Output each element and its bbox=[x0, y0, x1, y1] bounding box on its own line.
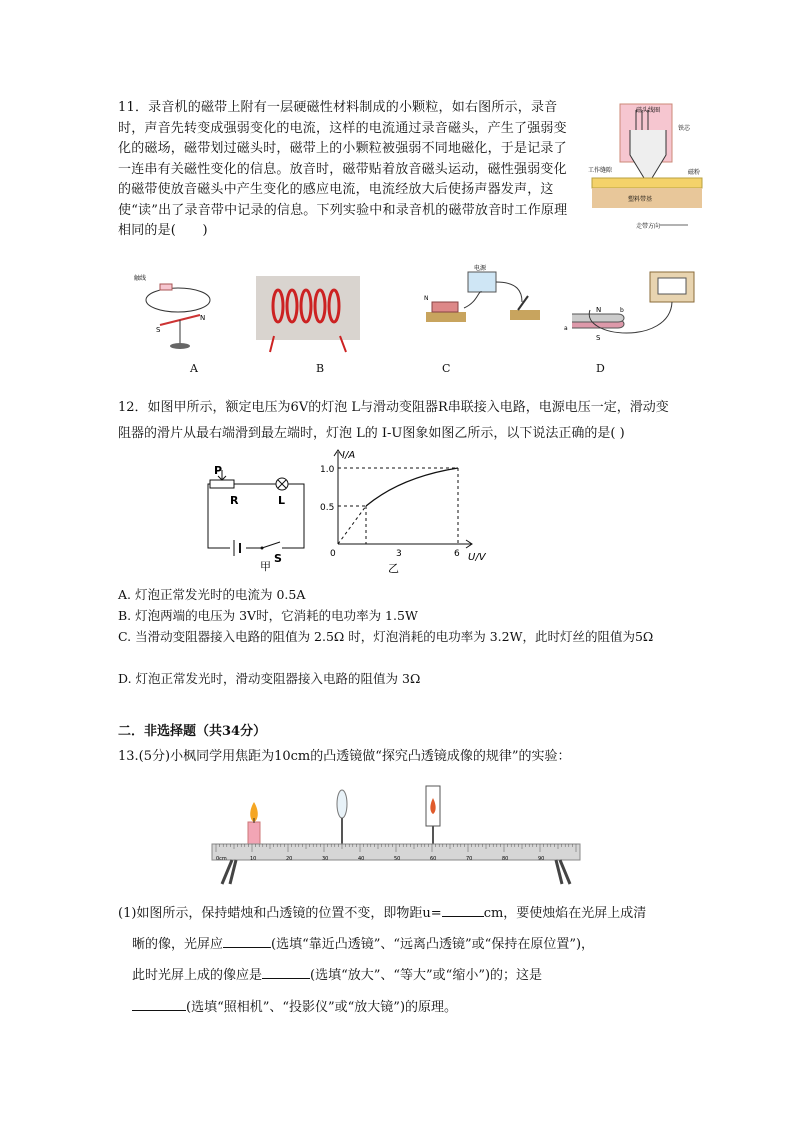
graph-caption: 乙 bbox=[388, 562, 399, 575]
option-c-figure bbox=[418, 262, 548, 337]
graph-x3: 3 bbox=[396, 549, 402, 559]
circuit-diagram bbox=[200, 462, 310, 574]
iu-graph bbox=[320, 448, 495, 578]
graph-y05: 0.5 bbox=[320, 503, 335, 513]
graph-x6: 6 bbox=[454, 549, 460, 559]
fig-d-n: N bbox=[596, 306, 602, 314]
blank-object-distance[interactable] bbox=[442, 902, 484, 917]
option-label-b: B bbox=[316, 362, 325, 375]
fig-label-powder: 磁粉 bbox=[688, 169, 701, 176]
circuit-r: R bbox=[230, 494, 239, 507]
blank-application[interactable] bbox=[132, 996, 186, 1011]
q12-option-d: D. 灯泡正常发光时，滑动变阻器接入电路的阻值为 3Ω bbox=[118, 671, 421, 686]
q13-line-4 bbox=[132, 996, 457, 1019]
fig-label-coil: 磁头线圈 bbox=[636, 107, 661, 114]
option-label-a: A bbox=[190, 362, 198, 375]
option-label-d: D bbox=[596, 362, 605, 375]
q13-line-3-b: (选填“放大”、“等大”或“缩小”)的；这是 bbox=[310, 968, 543, 983]
q13-line-2 bbox=[132, 933, 594, 956]
bench-tick-70: 70 bbox=[466, 856, 473, 862]
fig-c-power: 电源 bbox=[474, 265, 487, 272]
graph-xlabel: U/V bbox=[468, 552, 486, 563]
bench-tick-40: 40 bbox=[358, 856, 365, 862]
q12-option-b: B. 灯泡两端的电压为 3V时，它消耗的电功率为 1.5W bbox=[118, 608, 418, 623]
q13-line-1 bbox=[118, 902, 646, 925]
graph-y1: 1.0 bbox=[320, 465, 335, 475]
bench-tick-30: 30 bbox=[322, 856, 329, 862]
fig-a-wire: 触线 bbox=[134, 275, 147, 282]
fig-d-a: a bbox=[564, 325, 568, 332]
bench-tick-20: 20 bbox=[286, 856, 293, 862]
graph-ylabel: I/A bbox=[342, 450, 356, 461]
q13-line-3-a: 此时光屏上成的像应是 bbox=[132, 968, 263, 983]
fig-d-b: b bbox=[620, 307, 624, 314]
q13-line-2-a: 晰的像，光屏应 bbox=[132, 937, 224, 952]
question-11-text: 11．录音机的磁带上附有一层硬磁性材料制成的小颗粒，如右图所示，录音时，声音先转变成强弱变化的电流，这样的电流通过录音磁头，产生了强弱变化的磁场，磁带划过磁头时，磁带上的小颗粒被强弱不同地磁化，于是记录了一连串有关磁性变化的信息。放音时，磁带贴着放音磁头运动，磁性强弱变化的磁带使放音磁头中产生变化的感应电流，电流经放大后使扬声器发声，这使“读”出了录音带中记录的信息。下列实验中和录音机的磁带放音时工作原理相同的是( ) bbox=[118, 100, 568, 238]
question-12-text: 12．如图甲所示，额定电压为6V的灯泡 L与滑动变阻器R串联接入电路，电源电压一定，滑动变阻器的滑片从最右端滑到最左端时，灯泡 L的 I-U图象如图乙所示，以下说法正确的是( ) bbox=[118, 400, 669, 441]
bench-tick-50: 50 bbox=[394, 856, 401, 862]
fig-label-gap: 工作缝隙 bbox=[588, 167, 613, 174]
q13-line-3 bbox=[132, 964, 542, 987]
q13-line-2-b: (选填“靠近凸透镜”、“远离凸透镜”或“保持在原位置”)， bbox=[271, 937, 595, 952]
blank-image-size[interactable] bbox=[262, 964, 310, 979]
bench-tick-90: 90 bbox=[538, 856, 545, 862]
graph-x0: 0 bbox=[330, 549, 336, 559]
option-b-figure bbox=[256, 276, 360, 356]
option-a-figure bbox=[130, 270, 220, 355]
circuit-s: S bbox=[274, 552, 282, 565]
q12-option-a: A. 灯泡正常发光时的电流为 0.5A bbox=[118, 587, 306, 602]
fig-a-s: S bbox=[156, 326, 161, 334]
q12-option-c: C. 当滑动变阻器接入电路的阻值为 2.5Ω 时，灯泡消耗的电功率为 3.2W，此时灯丝的阻值为5Ω bbox=[118, 629, 654, 644]
option-d-figure bbox=[560, 268, 700, 348]
bench-unit: 0cm bbox=[216, 856, 227, 862]
circuit-l: L bbox=[278, 494, 286, 507]
circuit-p: P bbox=[214, 464, 223, 477]
fig-c-n: N bbox=[424, 295, 429, 302]
fig-d-s: S bbox=[596, 334, 601, 342]
fig-label-core: 铁芯 bbox=[678, 125, 691, 132]
q13-line-1-b: cm，要使烛焰在光屏上成清 bbox=[483, 906, 647, 921]
q13-line-1-a: (1)如图所示，保持蜡烛和凸透镜的位置不变，即物距u= bbox=[118, 906, 442, 921]
tape-head-figure bbox=[578, 100, 718, 235]
optical-bench-figure bbox=[208, 782, 584, 886]
fig-a-n: N bbox=[200, 314, 206, 322]
fig-label-direction: 走带方向 bbox=[636, 223, 661, 230]
q13-line-4-b: (选填“照相机”、“投影仪”或“放大镜”)的原理。 bbox=[186, 1000, 458, 1015]
question-13-text: 13.(5分)小枫同学用焦距为10cm的凸透镜做“探究凸透镜成像的规律”的实验： bbox=[118, 749, 571, 764]
circuit-caption: 甲 bbox=[260, 560, 271, 573]
section-title: 二．非选择题（共34分） bbox=[118, 724, 267, 739]
bench-tick-60: 60 bbox=[430, 856, 437, 862]
fig-label-base: 塑料带基 bbox=[628, 196, 653, 203]
option-label-c: C bbox=[442, 362, 451, 375]
bench-tick-80: 80 bbox=[502, 856, 509, 862]
bench-tick-10: 10 bbox=[250, 856, 257, 862]
blank-screen-move[interactable] bbox=[223, 933, 271, 948]
